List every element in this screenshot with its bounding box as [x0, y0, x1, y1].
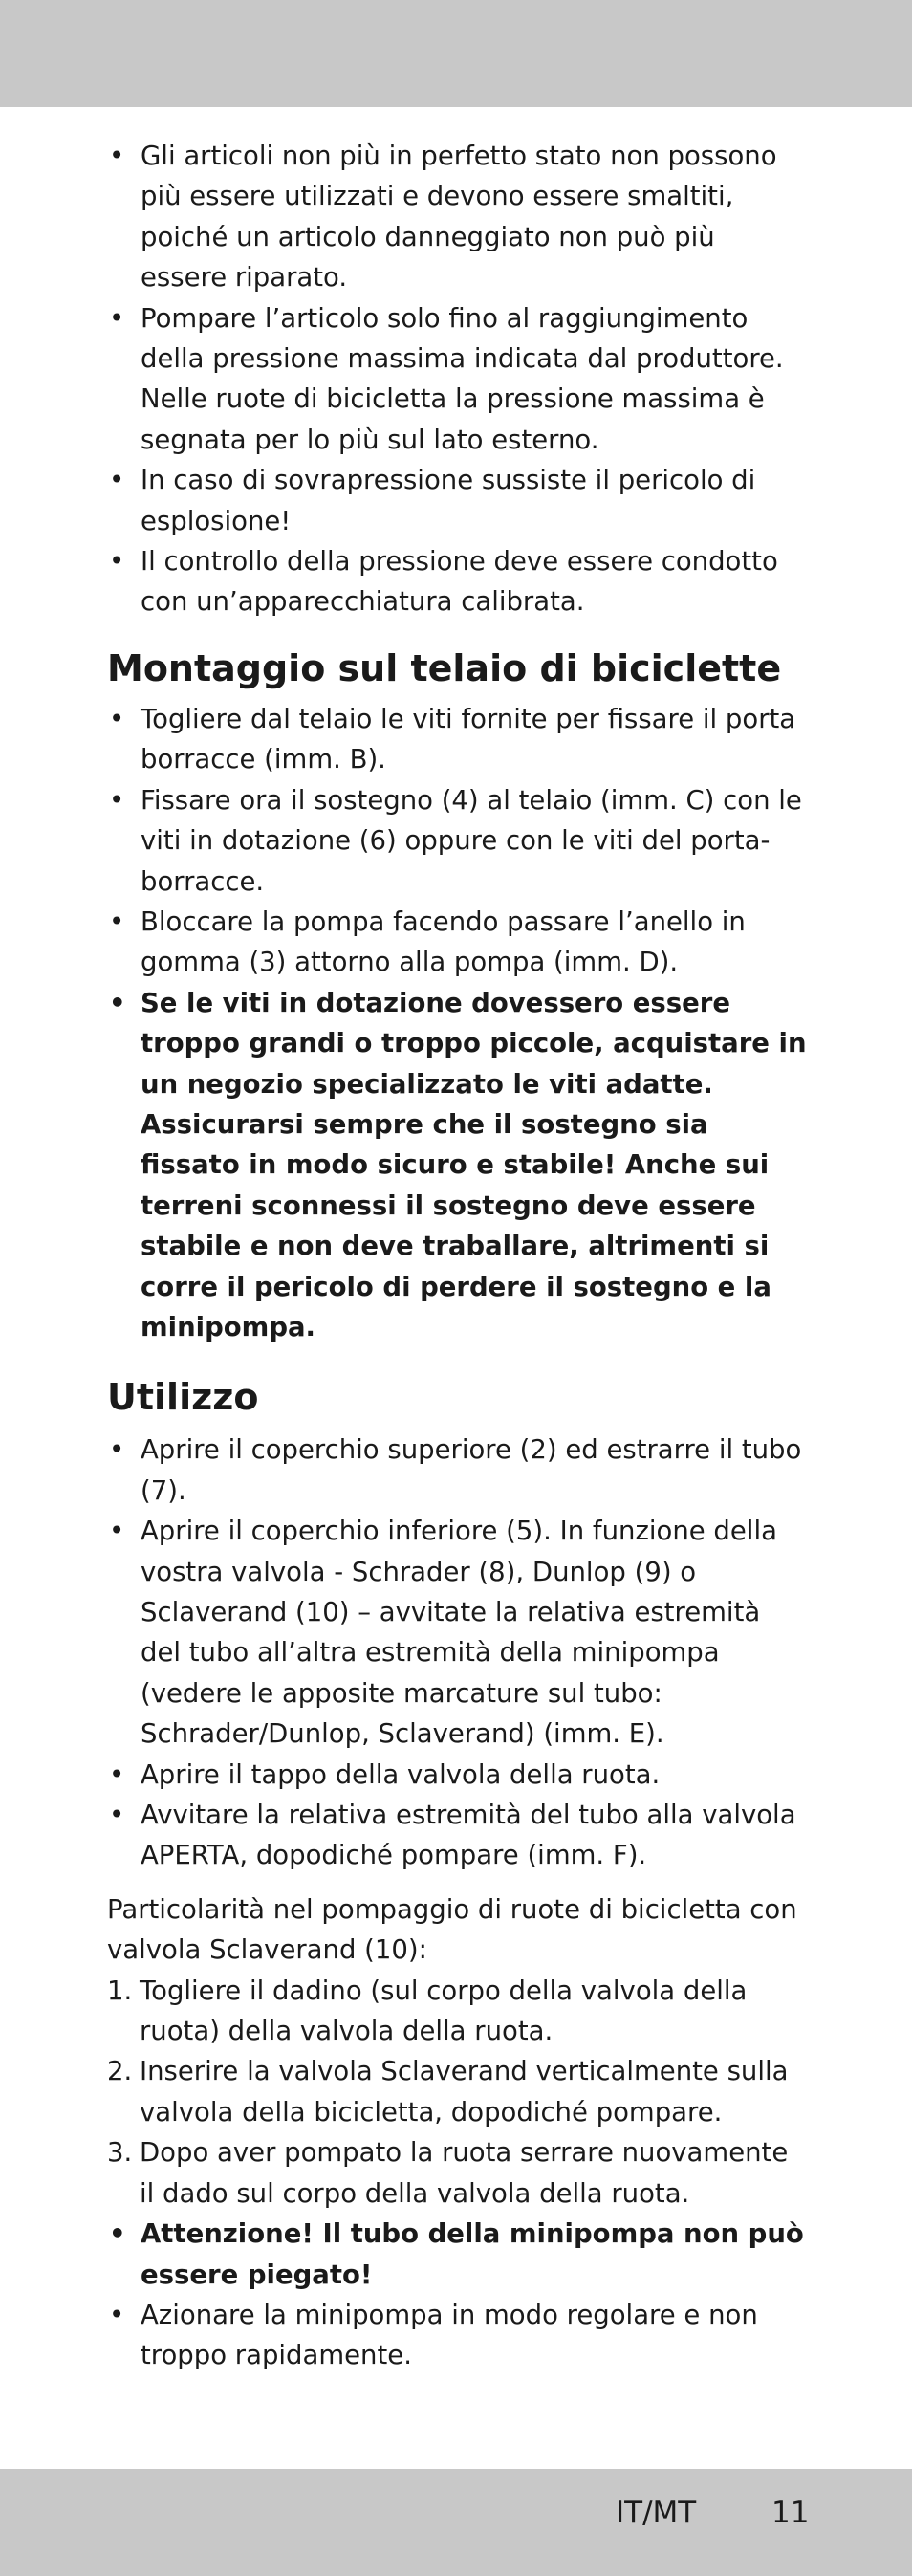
list-item	[107, 1430, 807, 1511]
bullet-icon: •	[109, 2299, 125, 2330]
step-number: 1.	[107, 1975, 133, 2006]
bullet-icon: •	[109, 784, 125, 816]
step-text: Dopo aver pompato la ruota serrare nuovamente il dado sul corpo della valvola della ruota.	[140, 2137, 789, 2209]
step-number: 3.	[107, 2137, 133, 2169]
list-item	[107, 1795, 807, 1876]
section-heading-montaggio: Montaggio sul telaio di biciclette	[107, 646, 782, 689]
warning-text: Se le viti in dotazione dovessero essere troppo grandi o troppo piccole, acquistare in un negozio specializzato le viti adatte. Assicurarsi sempre che il sostegno sia fissato in modo sicuro e stabile! Anche sui terreni sconnessi il sostegno deve essere stabile e non deve traballare, altrimenti si corre il pericolo di perdere il sostegno e la minipompa.	[141, 987, 807, 1343]
section-heading-utilizzo: Utilizzo	[107, 1376, 259, 1419]
list-item-text: Il controllo della pressione deve essere condotto con un’apparecchiatura calibrata.	[141, 546, 778, 618]
list-item	[107, 2295, 807, 2376]
list-item	[107, 1755, 807, 1795]
list-item	[107, 541, 807, 622]
bullet-icon: •	[109, 703, 125, 734]
montaggio-bullet-list	[107, 699, 807, 1348]
step-number: 2.	[107, 2056, 133, 2087]
list-item-text: Aprire il coperchio superiore (2) ed estrarre il tubo (7).	[141, 1434, 802, 1506]
list-item-text: Aprire il coperchio inferiore (5). In funzione della vostra valvola - Schrader (8), Dunlop (9) o Sclaverand (10) – avvitate la relativa estremità del tubo all’altra estremità della minipompa (vedere le apposite marcature sul tubo: Schrader/Dunlop, Sclaverand) (imm. E).	[141, 1516, 777, 1750]
bullet-icon: •	[109, 1800, 125, 1831]
step-item	[107, 2132, 807, 2214]
list-item-text: Pompare l’articolo solo fino al raggiungimento della pressione massima indicata dal produttore. Nelle ruote di bicicletta la pressione massima è segnata per lo più sul lato esterno.	[141, 302, 784, 455]
bullet-icon: •	[109, 906, 125, 937]
step-text: Inserire la valvola Sclaverand verticalmente sulla valvola della bicicletta, dopodiché pompare.	[140, 2056, 789, 2128]
list-item	[107, 1511, 807, 1754]
utilizzo-bullet-list	[107, 1430, 807, 1875]
step-item	[107, 1971, 807, 2052]
bullet-icon: •	[109, 1434, 125, 1466]
final-bullet-list	[107, 2214, 807, 2376]
list-item	[107, 460, 807, 541]
intro-bullet-list	[107, 136, 807, 622]
list-item-text: In caso di sovrapressione sussiste il pericolo di esplosione!	[141, 465, 756, 536]
bullet-icon: •	[109, 141, 125, 171]
bullet-icon: •	[109, 465, 125, 496]
bullet-icon: •	[109, 1516, 125, 1547]
list-item-text: Aprire il tappo della valvola della ruota.	[141, 1758, 661, 1790]
list-item	[107, 699, 807, 780]
bullet-icon: •	[109, 2218, 126, 2250]
language-code: IT/MT	[616, 2496, 697, 2530]
list-item	[107, 780, 807, 902]
bullet-icon: •	[109, 1758, 125, 1790]
sclaverand-steps	[107, 1971, 807, 2214]
list-item-text: Avvitare la relativa estremità del tubo alla valvola APERTA, dopodiché pompare (imm. F).	[141, 1800, 796, 1871]
attention-text: Attenzione! Il tubo della minipompa non può essere piegato!	[141, 2218, 804, 2290]
list-item	[107, 902, 807, 983]
list-item-text: Gli articoli non più in perfetto stato non possono più essere utilizzati e devono essere smaltiti, poiché un articolo danneggiato non può più essere riparato.	[141, 141, 777, 294]
list-item-text: Togliere dal telaio le viti fornite per fissare il porta borracce (imm. B).	[141, 703, 796, 775]
step-text: Togliere il dadino (sul corpo della valvola della ruota) della valvola della ruota.	[140, 1975, 748, 2047]
bullet-icon: •	[109, 302, 125, 334]
sclaverand-note: Particolarità nel pompaggio di ruote di bicicletta con valvola Sclaverand (10):	[107, 1893, 797, 1966]
page-content	[107, 136, 807, 2376]
list-item	[107, 298, 807, 461]
list-item-text: Fissare ora il sostegno (4) al telaio (imm. C) con le viti in dotazione (6) oppure con le viti del porta-borracce.	[141, 784, 802, 897]
step-item	[107, 2051, 807, 2132]
attention-item	[107, 2214, 807, 2295]
bullet-icon: •	[109, 987, 126, 1018]
page-number: 11	[771, 2496, 810, 2530]
list-item	[107, 136, 807, 298]
list-item-text: Bloccare la pompa facendo passare l’anello in gomma (3) attorno alla pompa (imm. D).	[141, 906, 746, 978]
header-band	[0, 0, 912, 107]
list-item-text: Azionare la minipompa in modo regolare e non troppo rapidamente.	[141, 2299, 758, 2371]
warning-item	[107, 983, 807, 1348]
bullet-icon: •	[109, 546, 125, 578]
